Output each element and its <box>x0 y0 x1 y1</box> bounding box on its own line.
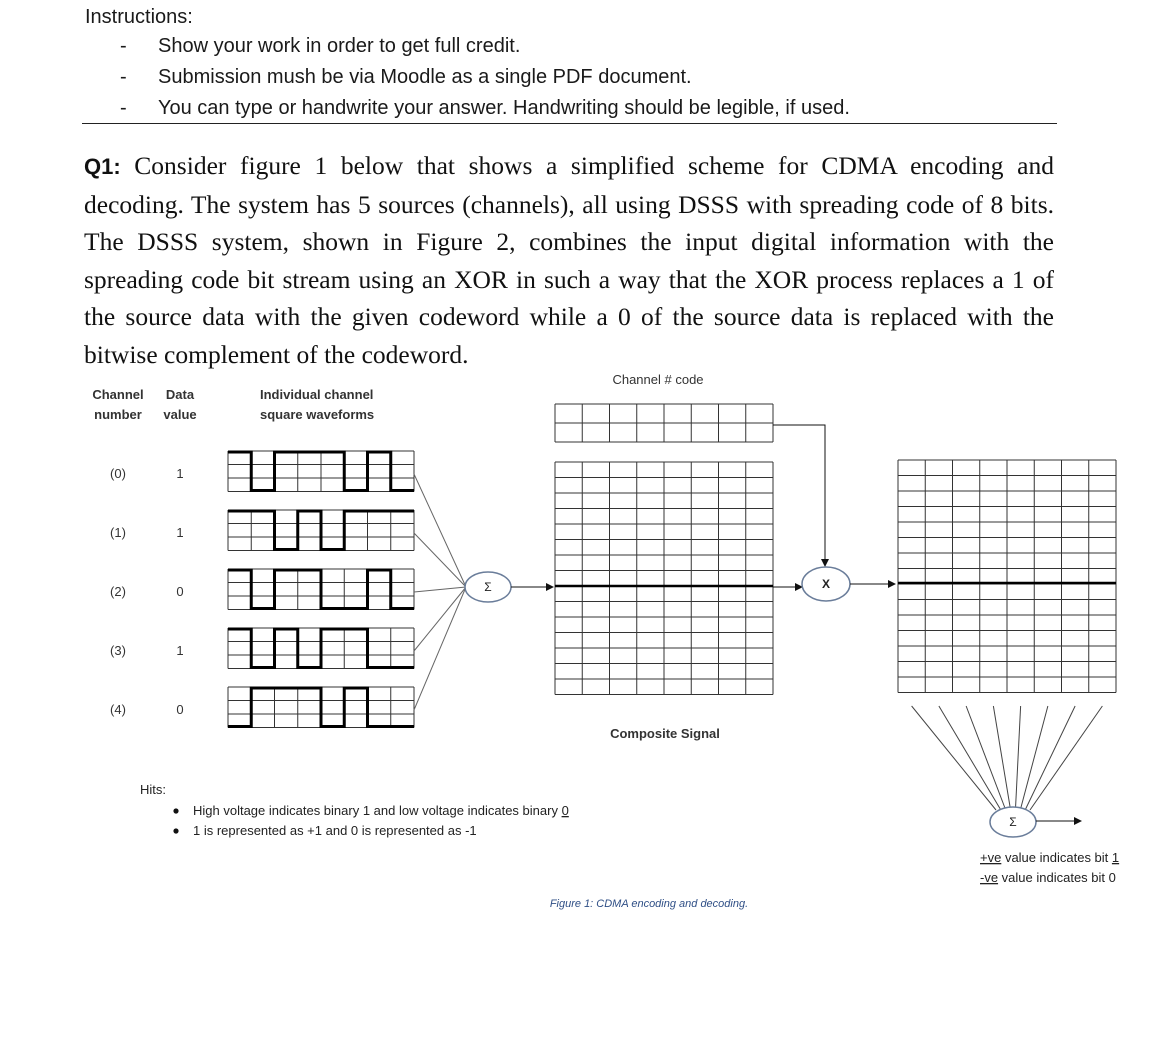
channel-number: (2) <box>110 584 126 599</box>
channel-data-value: 1 <box>176 525 184 540</box>
multiply-symbol: X <box>821 577 831 591</box>
channel-data-value: 1 <box>176 643 184 658</box>
channel-waveform-2 <box>228 570 414 609</box>
decoder-fan-line <box>912 706 996 810</box>
header-data-value-2: value <box>163 407 197 422</box>
channel-number: (0) <box>110 466 126 481</box>
hints-title: Hits: <box>140 782 166 797</box>
fan-in-line <box>414 533 466 587</box>
header-channel-number-1: Channel <box>92 387 144 402</box>
waveform-grid-0 <box>228 451 414 492</box>
code-grid-cells <box>555 404 773 442</box>
channel-number: (4) <box>110 702 126 717</box>
header-channel-number-2: number <box>94 407 142 422</box>
channel-code-grid <box>555 404 773 442</box>
composite-label: Composite Signal <box>610 726 720 741</box>
decode-note-negative: -ve value indicates bit 0 <box>980 870 1116 885</box>
instruction-item: - Submission mush be via Moodle as a single PDF document. <box>120 66 692 88</box>
hint-bullet <box>173 828 178 833</box>
decoder-cells <box>898 460 1116 693</box>
arrow-code-to-multiplier <box>773 425 825 566</box>
instructions-title: Instructions: <box>85 6 193 28</box>
decoder-fan-line <box>1025 706 1075 810</box>
figure-caption: Figure 1: CDMA encoding and decoding. <box>549 898 749 910</box>
channel-labels <box>110 466 184 717</box>
channel-number: (3) <box>110 643 126 658</box>
question-text: Consider figure 1 below that shows a simplified scheme for CDMA encoding and decoding. The system has 5 sources (channels), all using DSSS with spreading code of 8 bits. The DSSS system, shown in Figure 2, combines the input digital information with the spreading code bit stream using an XOR in such a way that the XOR process replaces a 1 of the source data with the given codeword while a 0 of the source data is replaced with the bitwise complement of the codeword. <box>84 151 1054 369</box>
channel-waveform-1 <box>228 511 414 550</box>
channel-data-value: 1 <box>176 466 184 481</box>
fan-in-lines <box>414 474 466 710</box>
decoder-fan-line <box>939 706 1001 810</box>
channel-number: (1) <box>110 525 126 540</box>
decoder-fan-lines <box>912 706 1103 810</box>
composite-signal-grid <box>555 462 773 695</box>
sum-symbol: Σ <box>484 580 492 594</box>
decode-sum-symbol: Σ <box>1009 815 1017 829</box>
hint-1: High voltage indicates binary 1 and low voltage indicates binary 0 <box>193 803 569 818</box>
instruction-item: - Show your work in order to get full credit. <box>120 35 521 57</box>
decoder-fan-line <box>966 706 1006 810</box>
channel-data-value: 0 <box>176 584 184 599</box>
fan-in-line <box>414 587 466 651</box>
decoder-fan-line <box>1020 706 1048 810</box>
fan-in-line <box>414 474 466 587</box>
decode-note-positive: +ve value indicates bit 1 <box>980 850 1120 865</box>
header-data-value-1: Data <box>165 387 195 402</box>
decode-sum-node <box>990 807 1036 837</box>
decoder-fan-line <box>1015 706 1020 810</box>
fan-in-line <box>414 587 466 710</box>
decoder-grid <box>898 460 1116 693</box>
hint-2: 1 is represented as +1 and 0 is represented as -1 <box>193 823 477 838</box>
header-waveforms-2: square waveforms <box>260 407 375 422</box>
channel-waveform-3 <box>228 629 414 668</box>
channel-data-value: 0 <box>176 702 184 717</box>
question-label: Q1: <box>84 154 121 179</box>
sum-node <box>465 572 511 602</box>
composite-cells <box>555 462 773 695</box>
waveform-lines <box>228 452 414 727</box>
instruction-item: - You can type or handwrite your answer. Handwriting should be legible, if used. <box>120 97 850 119</box>
multiply-node <box>802 567 850 601</box>
decoder-fan-line <box>1030 706 1102 810</box>
fan-in-line <box>414 587 466 592</box>
channel-code-label: Channel # code <box>612 372 704 387</box>
channel-waveform-4 <box>228 688 414 727</box>
decoder-fan-line <box>993 706 1010 810</box>
hint-bullet <box>173 808 178 813</box>
header-waveforms-1: Individual channel <box>260 387 374 402</box>
